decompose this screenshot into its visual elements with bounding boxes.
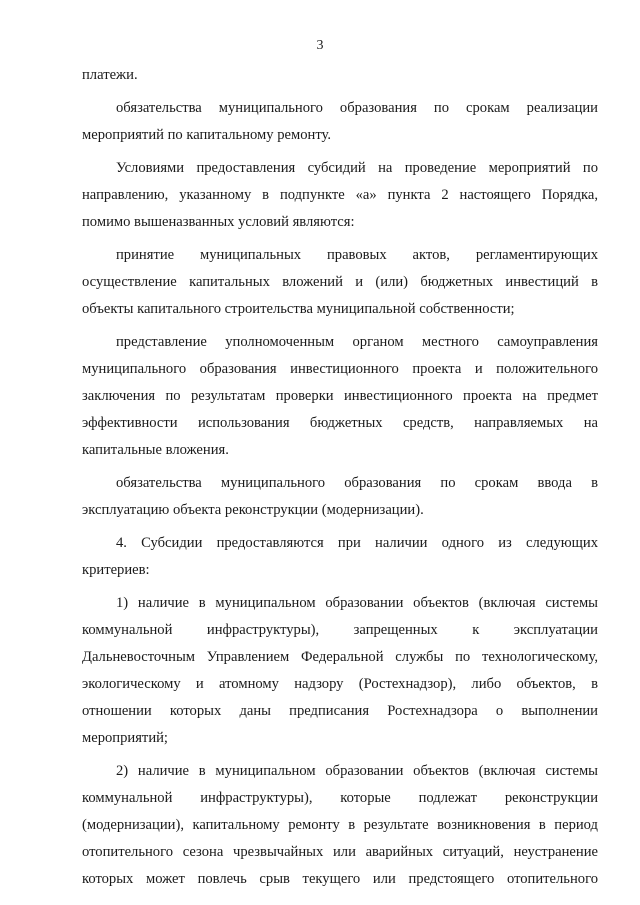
text-line: заключения по результатам проверки инвестиционного проекта на предмет	[82, 388, 598, 404]
text-line: отопительного сезона чрезвычайных или аварийных ситуаций, неустранение	[82, 844, 598, 860]
text-line: направлению, указанному в подпункте «а» пункта 2 настоящего Порядка,	[82, 187, 598, 203]
text-line: принятие муниципальных правовых актов, регламентирующих	[116, 247, 598, 263]
text-line: обязательства муниципального образования по срокам ввода в	[116, 475, 598, 491]
text-line: муниципального образования инвестиционного проекта и положительного	[82, 361, 598, 377]
text-line: 4. Субсидии предоставляются при наличии одного из следующих	[116, 535, 598, 551]
text-line: Дальневосточным Управлением Федеральной службы по технологическому,	[82, 649, 598, 665]
text-line: мероприятий по капитальному ремонту.	[82, 127, 332, 143]
text-line: обязательства муниципального образования по срокам реализации	[116, 100, 598, 116]
text-line: осуществление капитальных вложений и (или) бюджетных инвестиций в	[82, 274, 598, 290]
text-line: платежи.	[82, 67, 138, 83]
text-line: экологическому и атомному надзору (Ростехнадзор), либо объектов, в	[82, 676, 598, 692]
text-line: эффективности использования бюджетных средств, направляемых на	[82, 415, 598, 431]
text-line: Условиями предоставления субсидий на проведение мероприятий по	[116, 160, 598, 176]
page-number: 3	[316, 38, 324, 53]
text-line: коммунальной инфраструктуры), запрещенных к эксплуатации	[82, 622, 598, 638]
text-line: критериев:	[82, 562, 150, 578]
text-line: отношении которых даны предписания Ростехнадзора о выполнении	[82, 703, 598, 719]
text-line: 2) наличие в муниципальном образовании объектов (включая системы	[116, 763, 598, 779]
text-line: объекты капитального строительства муниципальной собственности;	[82, 301, 515, 317]
text-line: помимо вышеназванных условий являются:	[82, 214, 355, 230]
text-line: капитальные вложения.	[82, 442, 229, 458]
text-line: коммунальной инфраструктуры), которые подлежат реконструкции	[82, 790, 598, 806]
text-line: (модернизации), капитальному ремонту в результате возникновения в период	[82, 817, 598, 833]
text-line: которых может повлечь срыв текущего или предстоящего отопительного	[82, 871, 598, 887]
text-line: представление уполномоченным органом местного самоуправления	[116, 334, 598, 350]
text-line: мероприятий;	[82, 730, 168, 746]
text-line: 1) наличие в муниципальном образовании объектов (включая системы	[116, 595, 598, 611]
document-body	[82, 62, 598, 893]
text-line: эксплуатацию объекта реконструкции (модернизации).	[82, 502, 424, 518]
